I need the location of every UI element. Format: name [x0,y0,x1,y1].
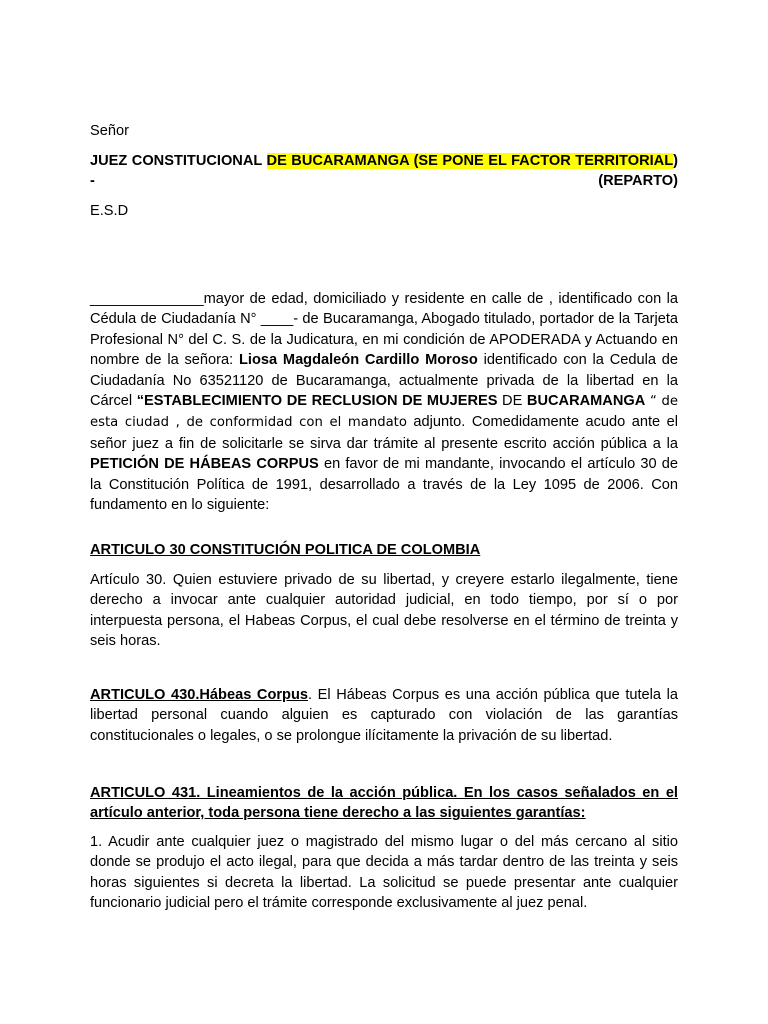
quote-rest: “ de esta ciudad , de conformidad con el mandato [90,394,679,431]
institution-city: BUCARAMANGA [526,393,646,410]
institution-de: DE [497,393,527,410]
quote-open: “ [136,393,145,410]
petition-title: PETICIÓN DE HÁBEAS CORPUS [90,456,319,473]
art430-paragraph [90,685,678,746]
client-name: Liosa Magdaleón Cardillo Moroso [238,352,478,369]
salutation: Señor [90,123,129,139]
institution-name: ESTABLECIMIENTO DE RECLUSION DE MUJERES [144,393,498,410]
intro-text-2: - de Bucaramanga, Abogado titulado, portador de la Tarjeta Profesional N° del C. S. de la Judicatura, en mi condición de APODERADA y Actuando en nombre de la señora: [90,311,678,369]
art430-heading: ARTICULO 430.Hábeas Corpus [90,687,308,703]
art431-item1: 1. Acudir ante cualquier juez o magistrado del mismo lugar o del más cercano al sitio donde se produjo el acto ilegal, para que decida a más tardar dentro de las treinta y seis horas siguientes si decreta la libertad. La solicitud se puede presentar ante cualquier funcionario judicial pero el trámite corresponde exclusivamente al juez penal. [90,834,678,912]
recipient-reparto: ) - (REPARTO) [90,153,678,190]
art30-heading: ARTICULO 30 CONSTITUCIÓN POLITICA DE COLOMBIA [90,542,481,558]
art30-text: Artículo 30. Quien estuviere privado de su libertad, y creyere estarlo ilegalmente, tiene derecho a invocar ante cualquier autoridad judicial, en todo tiempo, por sí o por interpuesta persona, el Habeas Corpus, el cual debe resolverse en el término de treinta y seis horas. [90,572,678,650]
art431-heading: ARTICULO 431. Lineamientos de la acción pública. En los casos señalados en el artículo anterior, toda persona tiene derecho a las siguientes garantías: [90,785,678,822]
recipient-highlight: DE BUCARAMANGA (SE PONE EL FACTOR TERRITORIAL [266,153,674,169]
intro-text-1: mayor de edad, domiciliado y residente en calle de , identificado con la Cédula de Ciudadanía N° [90,291,678,328]
intro-text-5: en favor de mi mandante, invocando el artículo 30 de la Constitución Política de 1991, desarrollado a través de la Ley 1095 de 2006. Con fundamento en lo siguiente: [90,456,678,514]
intro-text-3: identificado con la Cedula de Ciudadanía No 63521120 de Bucaramanga, actualmente privada de la libertad en la Cárcel [90,352,678,410]
art430-text: . El Hábeas Corpus es una acción pública que tutela la libertad personal cuando alguien es capturado con violación de las garantías constitucionales o legales, o se prolongue ilícitamente la privación de su libertad. [90,687,678,744]
name-blank[interactable]: ______________ [90,291,204,307]
intro-paragraph [90,289,678,515]
esd-line: E.S.D [90,203,129,219]
intro-text-4: adjunto. Comedidamente acudo ante el señor juez a fin de solicitarle se sirva dar trámite al presente escrito acción pública a la [90,414,679,452]
id-blank[interactable]: ____ [260,311,294,328]
recipient-judge: JUEZ CONSTITUCIONAL [90,153,267,169]
recipient-block [90,151,678,192]
